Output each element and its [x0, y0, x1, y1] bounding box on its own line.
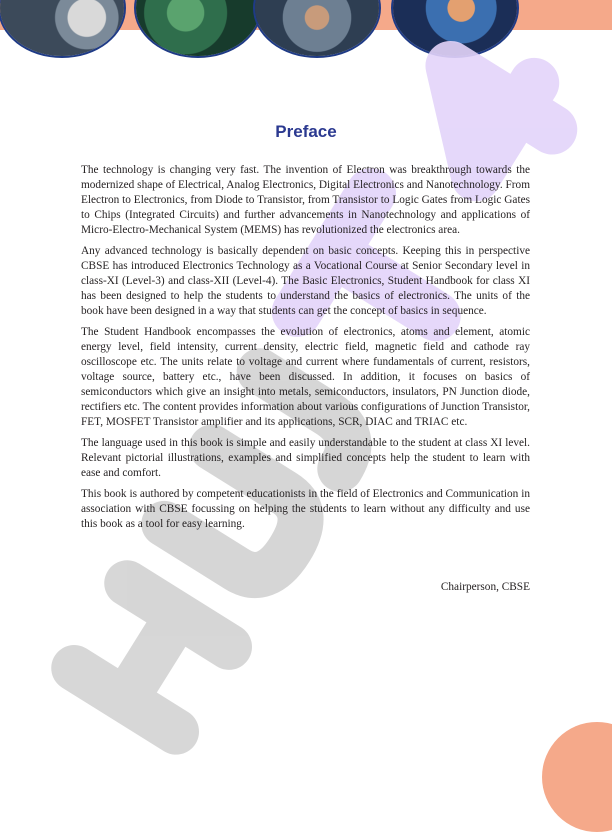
- students-working-photo: [391, 0, 519, 58]
- signature: Chairperson, CBSE: [440, 581, 530, 593]
- multimeter-photo: [0, 0, 126, 58]
- paragraph: The technology is changing very fast. The invention of Electron was breakthrough towards the modernized shape of Electrical, Analog Electronics, Digital Electronics and Nanotechnology. From Electron to Electronics, from Diode to Transistor, from Transistor to Logic Gates from Logic Gates to Chips (Integrated Circuits) and further advancements in Nanotechnology and applications of Micro-Electro-Mechanical System (MEMS) has revolutionized the electronics area.: [81, 164, 530, 236]
- circuit-board-photo: [134, 0, 262, 58]
- preface-body: [81, 163, 530, 538]
- paragraph: This book is authored by competent educationists in the field of Electronics and Communication in association with CBSE focussing on helping the students to learn without any difficulty and use this book as a tool for easy learning.: [81, 488, 530, 530]
- page-title: Preface: [275, 122, 337, 141]
- footer-corner: [542, 722, 612, 832]
- electronics-lab-photo: [253, 0, 381, 58]
- paragraph: The Student Handbook encompasses the evolution of electronics, atoms and element, atomic energy level, field intensity, current density, electric field, magnetic field and cathode ray oscilloscope etc. The units relate to voltage and current where fundamentals of current, resistors, voltage source, battery etc., have been discussed. In addition, it focuses on basics of semiconductors which give an insight into metals, semiconductors, insulators, PN Junction diode, rectifiers etc. The content provides information about various configurations of Junction Transistor, FET, MOSFET Transistor amplifier and its applications, SCR, DIAC and TRIAC etc.: [81, 326, 530, 428]
- paragraph: The language used in this book is simple and easily understandable to the student at class XI level. Relevant pictorial illustrations, examples and simplified concepts help the student to learn with ease and comfort.: [81, 437, 530, 479]
- paragraph: Any advanced technology is basically dependent on basic concepts. Keeping this in perspective CBSE has introduced Electronics Technology as a Vocational Course at Senior Secondary level in class-XI (Level-3) and class-XII (Level-4). The Basic Electronics, Student Handbook for class XI has been designed to help the students to understand the basics of electronics. The units of the book have been designed in a way that students can get the concept of basics in sequence.: [81, 245, 530, 317]
